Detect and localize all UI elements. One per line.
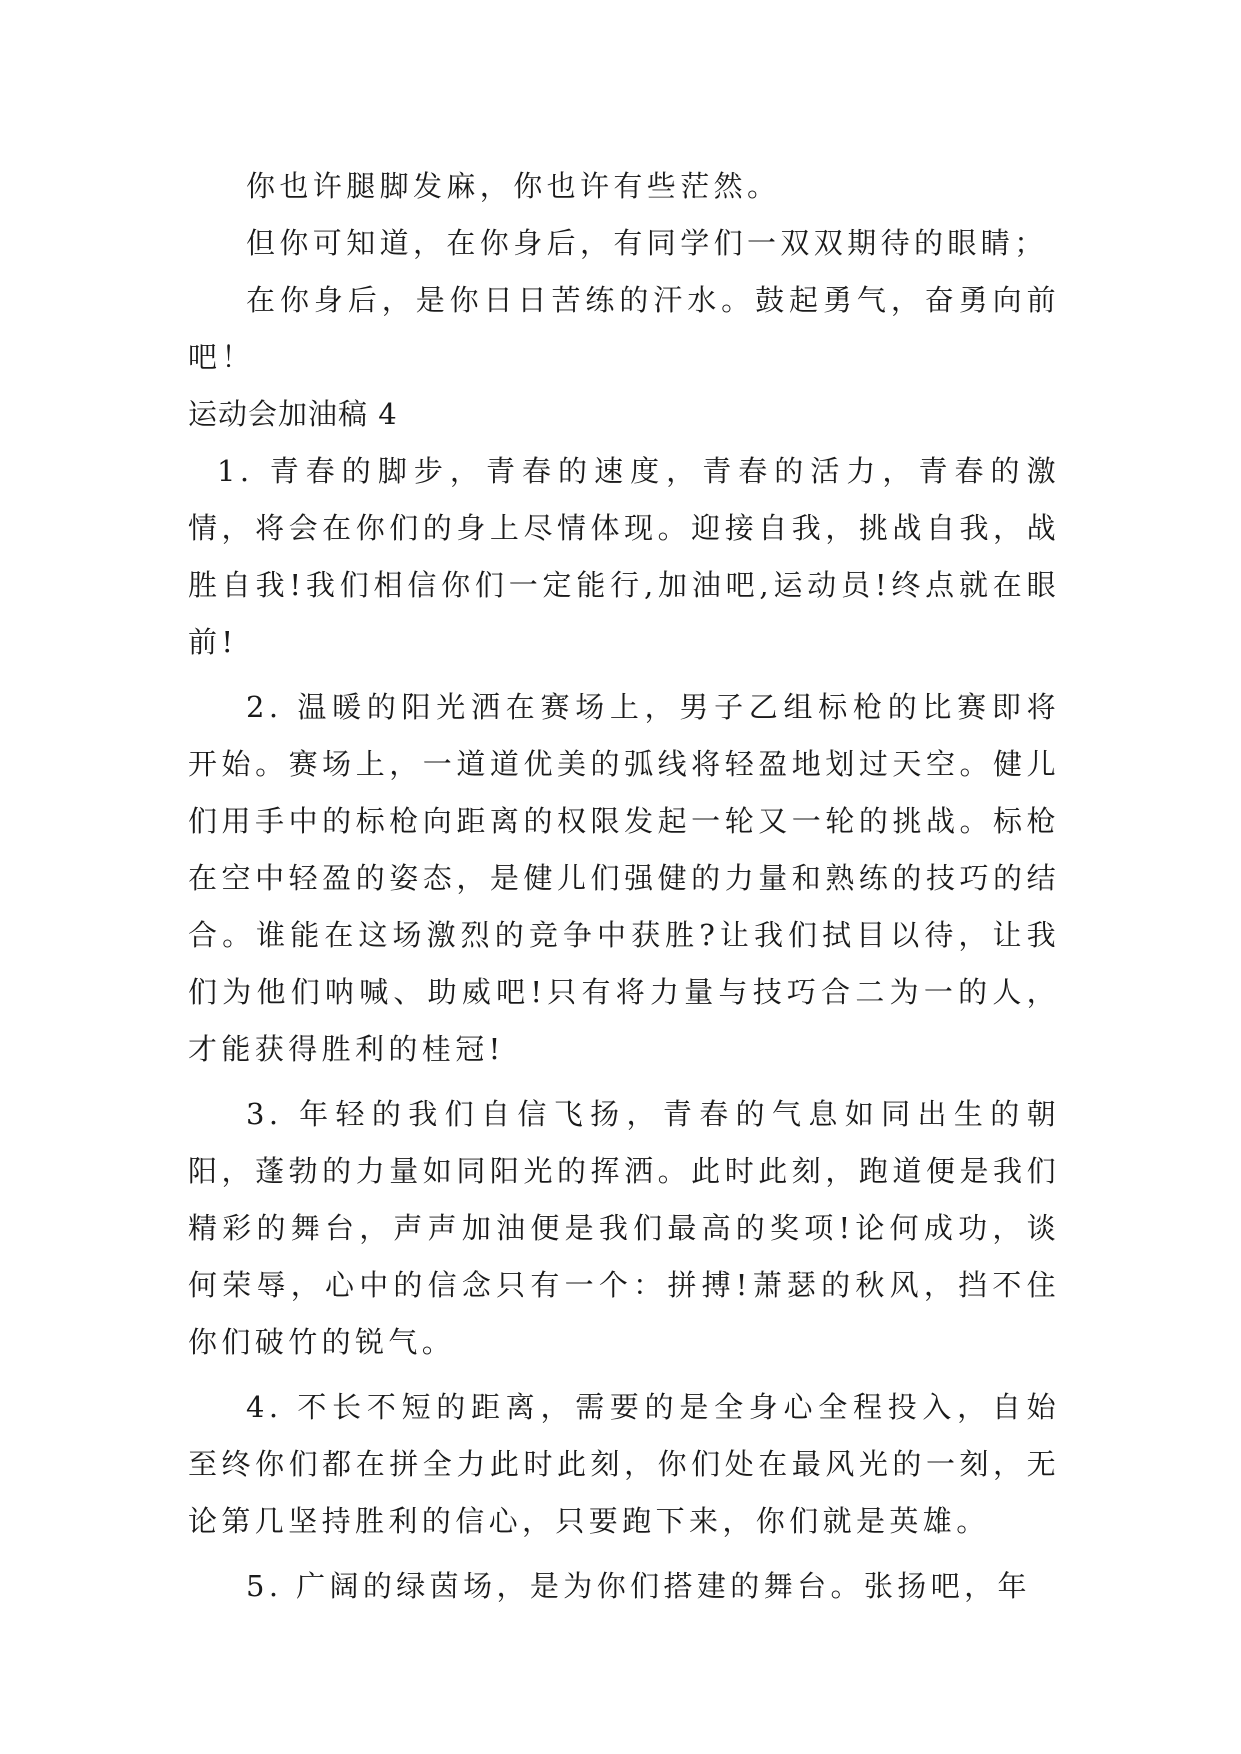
item-paragraph-5: 5. 广阔的绿茵场，是为你们搭建的舞台。张扬吧，年 [246,1569,1031,1603]
item-paragraph-4: 4. 不长不短的距离，需要的是全身心全程投入，自始至终你们都在拼全力此时此刻，你们处在最风光的一刻，无论第几坚持胜利的信心，只要跑下来，你们就是英雄。 [188,1390,1060,1538]
item-paragraph-3: 3. 年轻的我们自信飞扬，青春的气息如同出生的朝阳，蓬勃的力量如同阳光的挥洒。此时此刻，跑道便是我们精彩的舞台，声声加油便是我们最高的奖项!论何成功，谈何荣辱，心中的信念只有一个：拼搏!萧瑟的秋风，挡不住你们破竹的锐气。 [188,1097,1060,1359]
section-title: 运动会加油稿 4 [188,397,398,431]
intro-paragraph-1: 你也许腿脚发麻，你也许有些茫然。 [246,169,781,203]
intro-paragraph-3: 在你身后，是你日日苦练的汗水。鼓起勇气，奋勇向前吧！ [188,283,1060,374]
item-paragraph-2: 2. 温暖的阳光洒在赛场上，男子乙组标枪的比赛即将开始。赛场上，一道道优美的弧线将轻盈地划过天空。健儿们用手中的标枪向距离的权限发起一轮又一轮的挑战。标枪在空中轻盈的姿态，是健儿们强健的力量和熟练的技巧的结合。谁能在这场激烈的竞争中获胜?让我们拭目以待，让我们为他们呐喊、助威吧!只有将力量与技巧合二为一的人，才能获得胜利的桂冠! [188,690,1060,1066]
document-page [188,158,1060,1615]
item-paragraph-1: 1. 青春的脚步，青春的速度，青春的活力，青春的激情，将会在你们的身上尽情体现。迎接自我，挑战自我，战胜自我!我们相信你们一定能行,加油吧,运动员!终点就在眼前! [188,454,1060,659]
intro-paragraph-2: 但你可知道，在你身后，有同学们一双双期待的眼睛； [246,226,1048,260]
